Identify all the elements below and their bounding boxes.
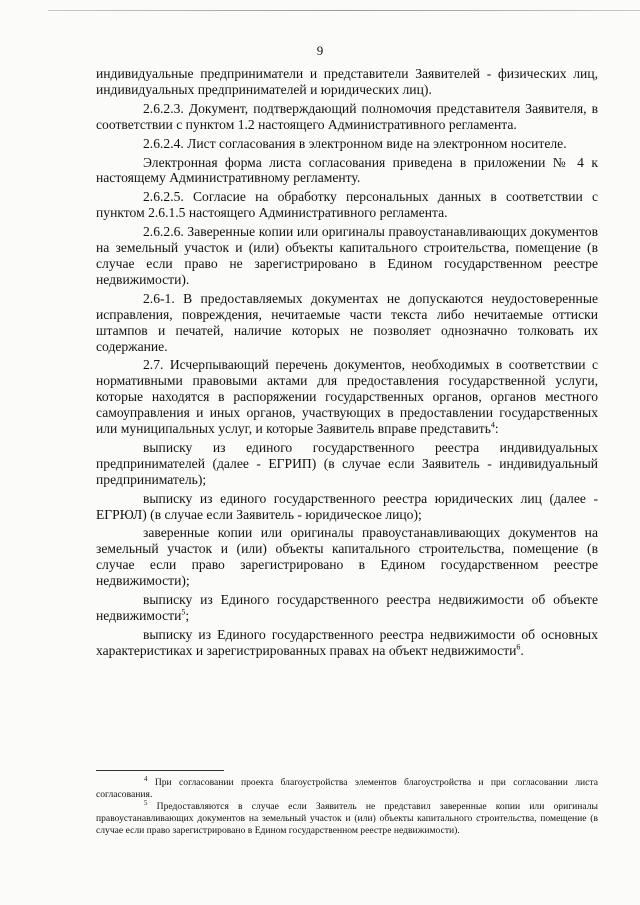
paragraph-electronic-form: Электронная форма листа согласования приведена в приложении № 4 к настоящему Административному регламенту. — [96, 154, 598, 186]
paragraph-2-6-1: 2.6-1. В предоставляемых документах не допускаются неудостоверенные исправления, повреждения, нечитаемые части текста либо нечитаемые оттиски штампов и печатей, наличие которых не позволяет однозначно толковать их содержание. — [96, 290, 598, 354]
list-item-egrul: выписку из единого государственного реестра юридических лиц (далее - ЕГРЮЛ) (в случае если Заявитель - юридическое лицо); — [96, 490, 598, 522]
paragraph-2-6-2-6: 2.6.2.6. Заверенные копии или оригиналы правоустанавливающих документов на земельный участок и (или) объекты капитального строительства, помещение (в случае если право не зарегистрировано в Едином государственном реестре недвижимости). — [96, 224, 598, 287]
footnotes — [96, 774, 598, 837]
scan-edge-line — [48, 10, 640, 11]
footnote-4: $^4$ При согласовании проекта благоустройства элементов благоустройства и при согласовании листа согласования. — [96, 774, 598, 800]
footnote-ref-5: 5 — [181, 607, 186, 617]
paragraph-2-6-2-3: 2.6.2.3. Документ, подтверждающий полномочия представителя Заявителя, в соответствии с пунктом 1.2 настоящего Административного регламента. — [96, 100, 598, 132]
list-item-egrn-rights: выписку из Единого государственного реестра недвижимости об основных характеристиках и зарегистрированных правах на объект недвижимости$^6$. — [96, 626, 598, 658]
footnote-ref-4: 4 — [490, 420, 495, 430]
page-number: 9 — [316, 43, 324, 58]
list-item-title-documents: заверенные копии или оригиналы правоустанавливающих документов на земельный участок и (или) объекты капитального строительства, помещение (в случае если право зарегистрировано в Едином государственном реестре недвижимости); — [96, 525, 598, 589]
paragraph-2-6-2-5: 2.6.2.5. Согласие на обработку персональных данных в соответствии с пунктом 2.6.1.5 настоящего Административного регламента. — [96, 189, 598, 221]
paragraph-continuation: индивидуальные предприниматели и представители Заявителей - физических лиц, индивидуальных предпринимателей и юридических лиц). — [96, 66, 598, 97]
list-item-egrip: выписку из единого государственного реестра индивидуальных предпринимателей (далее - ЕГРИП) (в случае если Заявитель - индивидуальный предприниматель); — [96, 439, 598, 487]
paragraph-2-6-2-4: 2.6.2.4. Лист согласования в электронном виде на электронном носителе. — [143, 135, 567, 151]
footnote-ref-6: 6 — [516, 642, 521, 652]
footnote-separator — [96, 770, 224, 771]
document-body — [96, 66, 598, 659]
list-item-egrn-object: выписку из Единого государственного реестра недвижимости об объекте недвижимости$^5$; — [96, 592, 598, 623]
paragraph-2-7: 2.7. Исчерпывающий перечень документов, необходимых в соответствии с нормативными правовыми актами для предоставления государственной услуги, которые находятся в распоряжении государственных органов, органов местного самоуправления и иных органов, участвующих в предоставлении государственных или муниципальных услуг, и которые Заявитель вправе представить$^4$: — [96, 357, 598, 437]
footnote-5: $^5$ Предоставляются в случае если Заявитель не представил заверенные копии или оригиналы правоустанавливающих документов на земельный участок и (или) объекты капитального строительства, помещение (в случае если право зарегистрировано в Едином государственном реестре недвижимости). — [96, 798, 598, 836]
